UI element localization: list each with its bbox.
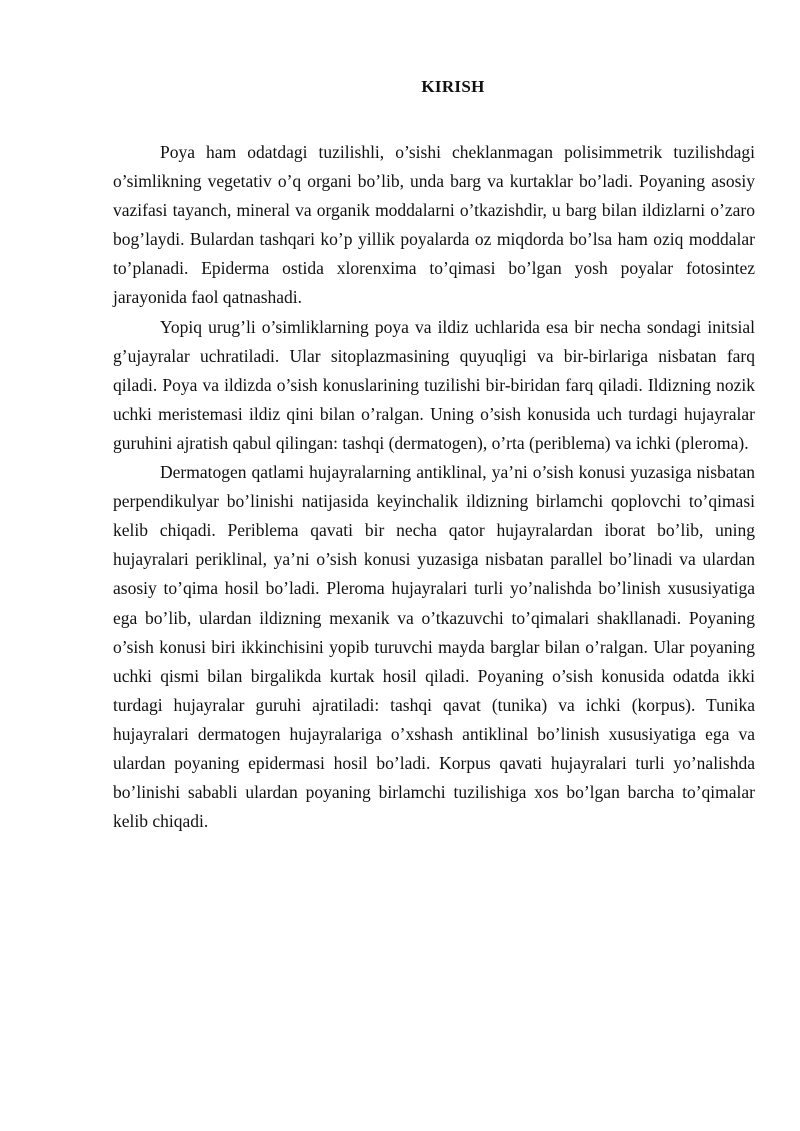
document-body bbox=[113, 138, 755, 836]
paragraph-2: Yopiq urug’li o’simliklarning poya va ildiz uchlarida esa bir necha sondagi initsial g’ujayralar uchratiladi. Ular sitoplazmasining quyuqligi va bir-birlariga nisbatan farq qiladi. Poya va ildizda o’sish konuslarining tuzilishi bir-biridan farq qiladi. Ildizning nozik uchki meristemasi ildiz qini bilan o’ralgan. Uning o’sish konusida uch turdagi hujayralar guruhini ajratish qabul qilingan: tashqi (dermatogen), o’rta (periblema) va ichki (pleroma). bbox=[113, 316, 755, 453]
paragraph-1: Poya ham odatdagi tuzilishli, o’sishi cheklanmagan polisimmetrik tuzilishdagi o’simlikning vegetativ o’q organi bo’lib, unda barg va kurtaklar bo’ladi. Poyaning asosiy vazifasi tayanch, mineral va organik moddalarni o’tkazishdir, u barg bilan ildizlarni o’zaro bog’laydi. Bulardan tashqari ko’p yillik poyalarda oz miqdorda bo’lsa ham oziq moddalar to’planadi. Epiderma ostida xlorenxima to’qimasi bo’lgan yosh poyalar fotosintez jarayonida faol qatnashadi. bbox=[113, 142, 755, 308]
page-title: KIRISH bbox=[421, 77, 485, 96]
paragraph-3: Dermatogen qatlami hujayralarning antiklinal, ya’ni o’sish konusi yuzasiga nisbatan perpendikulyar bo’linishi natijasida keyinchalik ildizning birlamchi qoplovchi to’qimasi kelib chiqadi. Periblema qavati bir necha qator hujayralardan iborat bo’lib, uning hujayralari periklinal, ya’ni o’sish konusi yuzasiga nisbatan parallel bo’linadi va ulardan asosiy to’qima hosil bo’ladi. Pleroma hujayralari turli yo’nalishda bo’linish xususiyatiga ega bo’lib, ulardan ildizning mexanik va o’tkazuvchi to’qimalari shakllanadi. Poyaning o’sish konusi biri ikkinchisini yopib turuvchi mayda barglar bilan o’ralgan. Ular poyaning uchki qismi bilan birgalikda kurtak hosil qiladi. Poyaning o’sish konusida odatda ikki turdagi hujayralar guruhi ajratiladi: tashqi qavat (tunika) va ichki (korpus). Tunika hujayralari dermatogen hujayralariga o’xshash antiklinal bo’linish xususiyatiga ega va ulardan poyaning epidermasi hosil bo’ladi. Korpus qavati hujayralari turli yo’nalishda bo’linishi sababli ulardan poyaning birlamchi tuzilishiga xos bo’lgan barcha to’qimalar kelib chiqadi. bbox=[113, 462, 755, 832]
